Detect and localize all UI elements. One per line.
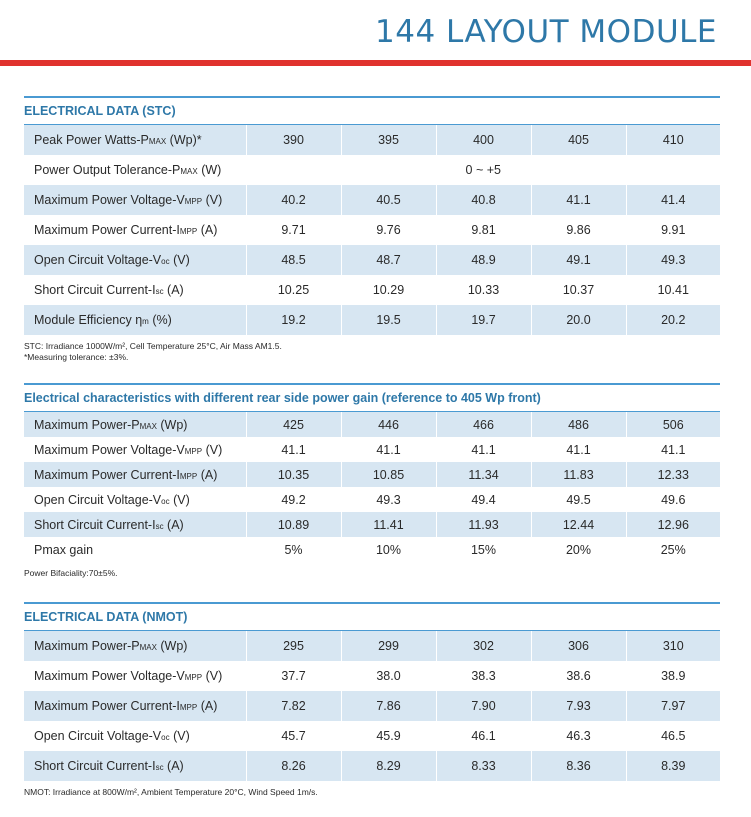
row-label-unit: (A) — [197, 699, 218, 713]
table-cell: 10.29 — [341, 275, 436, 305]
table-cell: 12.96 — [626, 512, 720, 537]
table-cell: 9.76 — [341, 215, 436, 245]
row-label-subscript: MPP — [179, 703, 198, 712]
row-label-unit: (V) — [202, 669, 223, 683]
row-label-text: Open Circuit Voltage-V — [34, 253, 162, 267]
table-row — [24, 537, 720, 562]
table-cell: 37.7 — [246, 661, 341, 691]
table-cell: 12.33 — [626, 462, 720, 487]
table-cell: 295 — [246, 631, 341, 661]
row-label-text: Short Circuit Current-I — [34, 517, 156, 532]
note-line: NMOT: Irradiance at 800W/m², Ambient Temperature 20°C, Wind Speed 1m/s. — [24, 787, 318, 797]
table-cell: 7.93 — [531, 691, 626, 721]
stc-notes — [24, 341, 720, 363]
table-cell: 8.29 — [341, 751, 436, 781]
table-cell: 15% — [436, 537, 531, 562]
row-label-subscript: MAX — [139, 421, 157, 431]
row-label — [24, 412, 246, 437]
table-cell: 9.86 — [531, 215, 626, 245]
section-rule — [24, 383, 720, 385]
nmot-notes — [24, 787, 720, 798]
row-label-unit: (V) — [169, 492, 190, 507]
rear-notes — [24, 568, 720, 579]
table-cell: 49.1 — [531, 245, 626, 275]
rear-gain-table — [24, 412, 720, 562]
table-row — [24, 275, 720, 305]
row-label-subscript: MPP — [184, 446, 203, 456]
row-label — [24, 487, 246, 512]
row-label-subscript: oc — [161, 496, 170, 506]
row-label — [24, 462, 246, 487]
table-row — [24, 487, 720, 512]
table-cell: 8.36 — [531, 751, 626, 781]
section-rule — [24, 96, 720, 98]
section-rule — [24, 602, 720, 604]
table-cell: 49.2 — [246, 487, 341, 512]
row-label — [24, 125, 246, 155]
table-cell: 46.5 — [661, 729, 686, 743]
table-cell: 45.9 — [341, 721, 436, 751]
row-label-text: Module Efficiency η — [34, 313, 143, 327]
table-cell: 486 — [531, 412, 626, 437]
table-cell: 410 — [626, 125, 720, 155]
table-cell: 25% — [660, 542, 686, 557]
row-label-unit: (V) — [202, 442, 223, 457]
row-label-subscript: MPP — [184, 673, 203, 682]
row-label-unit: (V) — [202, 193, 223, 207]
table-cell: 446 — [341, 412, 436, 437]
row-label-text: Open Circuit Voltage-V — [34, 729, 162, 743]
table-cell: 20.2 — [626, 305, 720, 335]
row-label-unit: (A) — [163, 283, 184, 297]
row-label-subscript: oc — [161, 733, 170, 742]
row-label — [24, 437, 246, 462]
table-cell: 41.1 — [661, 442, 686, 457]
row-label-subscript: MPP — [184, 197, 203, 206]
row-label-unit: (A) — [197, 223, 218, 237]
table-row — [24, 185, 720, 215]
table-cell: 41.1 — [341, 437, 436, 462]
table-cell: 8.33 — [436, 751, 531, 781]
table-cell: 38.9 — [661, 669, 686, 683]
table-row — [24, 721, 720, 751]
table-cell: 41.1 — [531, 437, 626, 462]
table-row — [24, 155, 720, 185]
table-cell: 8.26 — [246, 751, 341, 781]
table-cell: 41.1 — [436, 437, 531, 462]
row-label-text: Short Circuit Current-I — [34, 283, 156, 297]
table-row — [24, 412, 720, 437]
table-cell: 466 — [436, 412, 531, 437]
row-label-unit: (Wp) — [156, 417, 188, 432]
table-cell: 49.6 — [661, 492, 686, 507]
section-title: Electrical characteristics with different rear side power gain (reference to 405 Wp front) — [24, 391, 541, 405]
row-label-text: Maximum Power Current-I — [34, 699, 180, 713]
row-label-unit: (A) — [197, 467, 218, 482]
row-label-subscript: MAX — [180, 167, 198, 176]
row-label — [24, 631, 246, 661]
row-label-text: Peak Power Watts-P — [34, 133, 149, 147]
table-cell: 41.4 — [626, 185, 720, 215]
table-cell: 10.41 — [657, 283, 689, 297]
table-cell: 48.5 — [246, 245, 341, 275]
row-label-unit: (W) — [197, 163, 222, 177]
note-line: *Measuring tolerance: ±3%. — [24, 352, 129, 362]
row-label-subscript: MPP — [179, 227, 198, 236]
table-cell: 8.39 — [626, 751, 720, 781]
table-row — [24, 437, 720, 462]
row-label-unit: (A) — [163, 517, 184, 532]
table-row — [24, 305, 720, 335]
row-label-text: Open Circuit Voltage-V — [34, 492, 162, 507]
table-cell: 9.81 — [436, 215, 531, 245]
page-title: 144 LAYOUT MODULE — [375, 14, 717, 50]
section-title: ELECTRICAL DATA (NMOT) — [24, 610, 188, 624]
table-cell: 12.44 — [531, 512, 626, 537]
nmot-table — [24, 631, 720, 781]
row-label — [24, 305, 246, 335]
row-label-text: Maximum Power Voltage-V — [34, 669, 185, 683]
row-label-text: Pmax gain — [34, 542, 94, 557]
table-cell: 41.1 — [531, 185, 626, 215]
table-cell: 11.34 — [436, 462, 531, 487]
table-cell: 11.41 — [341, 512, 436, 537]
table-cell: 9.91 — [661, 223, 686, 237]
row-label-unit: (V) — [169, 729, 190, 743]
table-cell: 40.5 — [341, 185, 436, 215]
row-label-text: Maximum Power Voltage-V — [34, 442, 185, 457]
section-title: ELECTRICAL DATA (STC) — [24, 104, 176, 118]
table-row — [24, 462, 720, 487]
table-row — [24, 125, 720, 155]
table-cell: 395 — [341, 125, 436, 155]
table-row — [24, 661, 720, 691]
table-cell: 302 — [436, 631, 531, 661]
table-cell: 7.90 — [436, 691, 531, 721]
table-cell: 10.37 — [531, 275, 626, 305]
table-cell: 20.0 — [531, 305, 626, 335]
row-label-subscript: MPP — [179, 471, 198, 481]
note-line: Power Bifaciality:70±5%. — [24, 568, 118, 578]
table-cell: 5% — [246, 537, 341, 562]
table-cell: 19.7 — [436, 305, 531, 335]
nmot-section — [24, 602, 720, 798]
row-label-subscript: sc — [155, 521, 164, 531]
table-cell: 10.85 — [341, 462, 436, 487]
row-label — [24, 721, 246, 751]
row-label — [24, 185, 246, 215]
table-cell: 10% — [341, 537, 436, 562]
table-cell: 10.33 — [436, 275, 531, 305]
table-cell: 19.2 — [246, 305, 341, 335]
table-cell: 10.89 — [246, 512, 341, 537]
table-row — [24, 691, 720, 721]
table-row — [24, 512, 720, 537]
row-label — [24, 661, 246, 691]
row-label-subscript: sc — [155, 763, 164, 772]
table-cell: 11.93 — [436, 512, 531, 537]
table-cell: 40.8 — [436, 185, 531, 215]
row-label-unit: (V) — [169, 253, 190, 267]
table-cell: 306 — [531, 631, 626, 661]
row-label — [24, 751, 246, 781]
table-cell: 40.2 — [246, 185, 341, 215]
table-cell: 299 — [341, 631, 436, 661]
table-cell: 7.86 — [341, 691, 436, 721]
table-cell: 20% — [531, 537, 626, 562]
row-label — [24, 215, 246, 245]
table-cell: 7.82 — [246, 691, 341, 721]
row-label — [24, 537, 246, 562]
table-cell: 41.1 — [246, 437, 341, 462]
table-cell: 405 — [531, 125, 626, 155]
table-cell: 38.0 — [341, 661, 436, 691]
table-cell: 400 — [436, 125, 531, 155]
table-cell: 19.5 — [341, 305, 436, 335]
table-cell: 10.25 — [246, 275, 341, 305]
table-cell: 48.9 — [436, 245, 531, 275]
row-label-unit: (Wp) — [156, 639, 188, 653]
row-label — [24, 155, 246, 185]
table-cell: 46.1 — [436, 721, 531, 751]
row-label — [24, 275, 246, 305]
table-cell: 49.4 — [436, 487, 531, 512]
row-label-subscript: MAX — [148, 137, 167, 146]
row-label — [24, 245, 246, 275]
table-row — [24, 751, 720, 781]
table-cell: 9.71 — [246, 215, 341, 245]
table-cell: 38.3 — [436, 661, 531, 691]
table-cell: 7.97 — [626, 691, 720, 721]
row-label-text: Maximum Power-P — [34, 639, 140, 653]
row-label-unit: (Wp)* — [166, 133, 202, 147]
table-cell: 48.7 — [341, 245, 436, 275]
table-cell: 390 — [246, 125, 341, 155]
row-label-text: Short Circuit Current-I — [34, 759, 156, 773]
note-line: STC: Irradiance 1000W/m², Cell Temperature 25°C, Air Mass AM1.5. — [24, 341, 282, 351]
row-label-text: Power Output Tolerance-P — [34, 163, 181, 177]
table-cell: 506 — [626, 412, 720, 437]
row-label-text: Maximum Power Current-I — [34, 223, 180, 237]
table-cell: 46.3 — [531, 721, 626, 751]
table-cell: 11.83 — [531, 462, 626, 487]
row-label — [24, 691, 246, 721]
table-cell: 49.5 — [531, 487, 626, 512]
row-label — [24, 512, 246, 537]
table-cell: 45.7 — [246, 721, 341, 751]
rear-gain-section — [24, 383, 720, 579]
header-red-bar — [0, 60, 751, 66]
row-label-subscript: oc — [161, 257, 170, 266]
table-row — [24, 631, 720, 661]
row-label-subscript: MAX — [139, 643, 157, 652]
row-label-text: Maximum Power Current-I — [34, 467, 180, 482]
table-row — [24, 215, 720, 245]
table-cell: 49.3 — [626, 245, 720, 275]
table-cell: 10.35 — [246, 462, 341, 487]
table-cell: 38.6 — [531, 661, 626, 691]
stc-section — [24, 96, 720, 363]
row-label-text: Maximum Power Voltage-V — [34, 193, 185, 207]
stc-table — [24, 125, 720, 335]
table-cell: 310 — [626, 631, 720, 661]
table-row — [24, 245, 720, 275]
table-cell: 0 ~ +5 — [465, 163, 501, 177]
row-label-text: Maximum Power-P — [34, 417, 140, 432]
row-label-subscript: sc — [155, 287, 164, 296]
table-cell: 425 — [246, 412, 341, 437]
row-label-unit: (%) — [148, 313, 172, 327]
row-label-subscript: m — [142, 317, 149, 326]
table-cell: 49.3 — [341, 487, 436, 512]
row-label-unit: (A) — [163, 759, 184, 773]
